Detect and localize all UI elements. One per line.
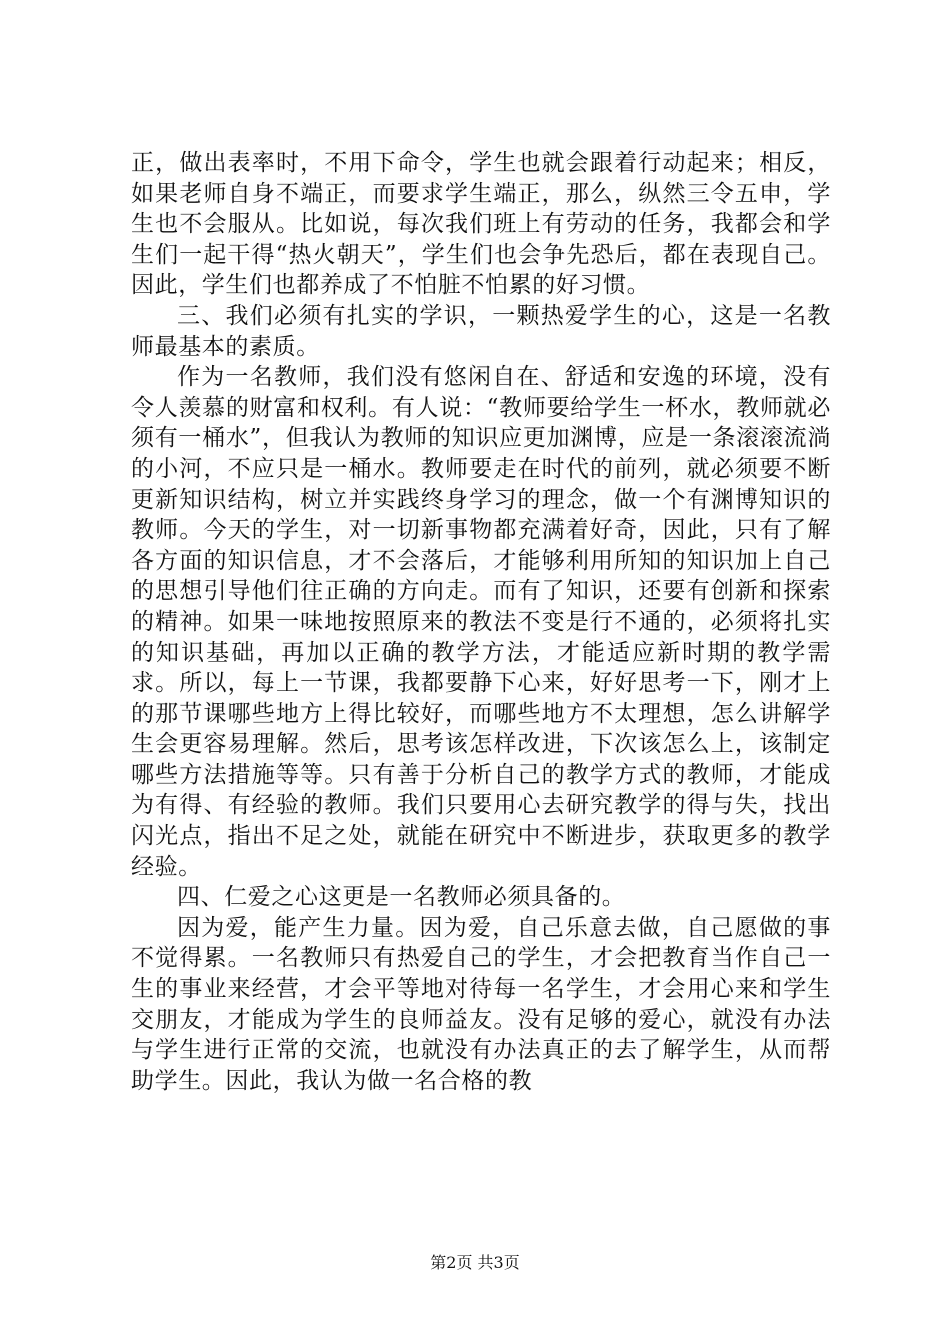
- paragraph-section-four-body: 因为爱，能产生力量。因为爱，自己乐意去做，自己愿做的事不觉得累。一名教师只有热爱自己的学生，才会把教育当作自己一生的事业来经营，才会平等地对待每一名学生，才会用心来和学生交朋友，才能成为学生的良师益友。没有足够的爱心，就没有办法与学生进行正常的交流，也就没有办法真正的去了解学生，从而帮助学生。因此，我认为做一名合格的教: [131, 914, 831, 1094]
- paragraph-continuation: 正，做出表率时，不用下命令，学生也就会跟着行动起来；相反，如果老师自身不端正，而要求学生端正，那么，纵然三令五申，学生也不会服从。比如说，每次我们班上有劳动的任务，我都会和学生们一起干得“热火朝天”，学生们也会争先恐后，都在表现自己。因此，学生们也都养成了不怕脏不怕累的好习惯。: [131, 150, 831, 299]
- page-number-footer: 第2页 共3页: [430, 1253, 520, 1272]
- document-body: [131, 148, 831, 1096]
- paragraph-section-three-heading: 三、我们必须有扎实的学识，一颗热爱学生的心，这是一名教师最基本的素质。: [131, 302, 831, 360]
- paragraph-section-four-heading: 四、仁爱之心这更是一名教师必须具备的。: [177, 884, 626, 911]
- paragraph-section-three-body: 作为一名教师，我们没有悠闲自在、舒适和安逸的环境，没有令人羡慕的财富和权利。有人说：“教师要给学生一杯水，教师就必须有一桶水”，但我认为教师的知识应更加渊博，应是一条滚滚流淌的小河，不应只是一桶水。教师要走在时代的前列，就必须要不断更新知识结构，树立并实践终身学习的理念，做一个有渊博知识的教师。今天的学生，对一切新事物都充满着好奇，因此，只有了解各方面的知识信息，才不会落后，才能够利用所知的知识加上自己的思想引导他们往正确的方向走。而有了知识，还要有创新和探索的精神。如果一味地按照原来的教法不变是行不通的，必须将扎实的知识基础，再加以正确的教学方法，才能适应新时期的教学需求。所以，每上一节课，我都要静下心来，好好思考一下，刚才上的那节课哪些地方上得比较好，而哪些地方不太理想，怎么讲解学生会更容易理解。然后，思考该怎样改进，下次该怎么上，该制定哪些方法措施等等。只有善于分析自己的教学方式的教师，才能成为有得、有经验的教师。我们只要用心去研究教学的得与失，找出闪光点，指出不足之处，就能在研究中不断进步，获取更多的教学经验。: [131, 364, 831, 880]
